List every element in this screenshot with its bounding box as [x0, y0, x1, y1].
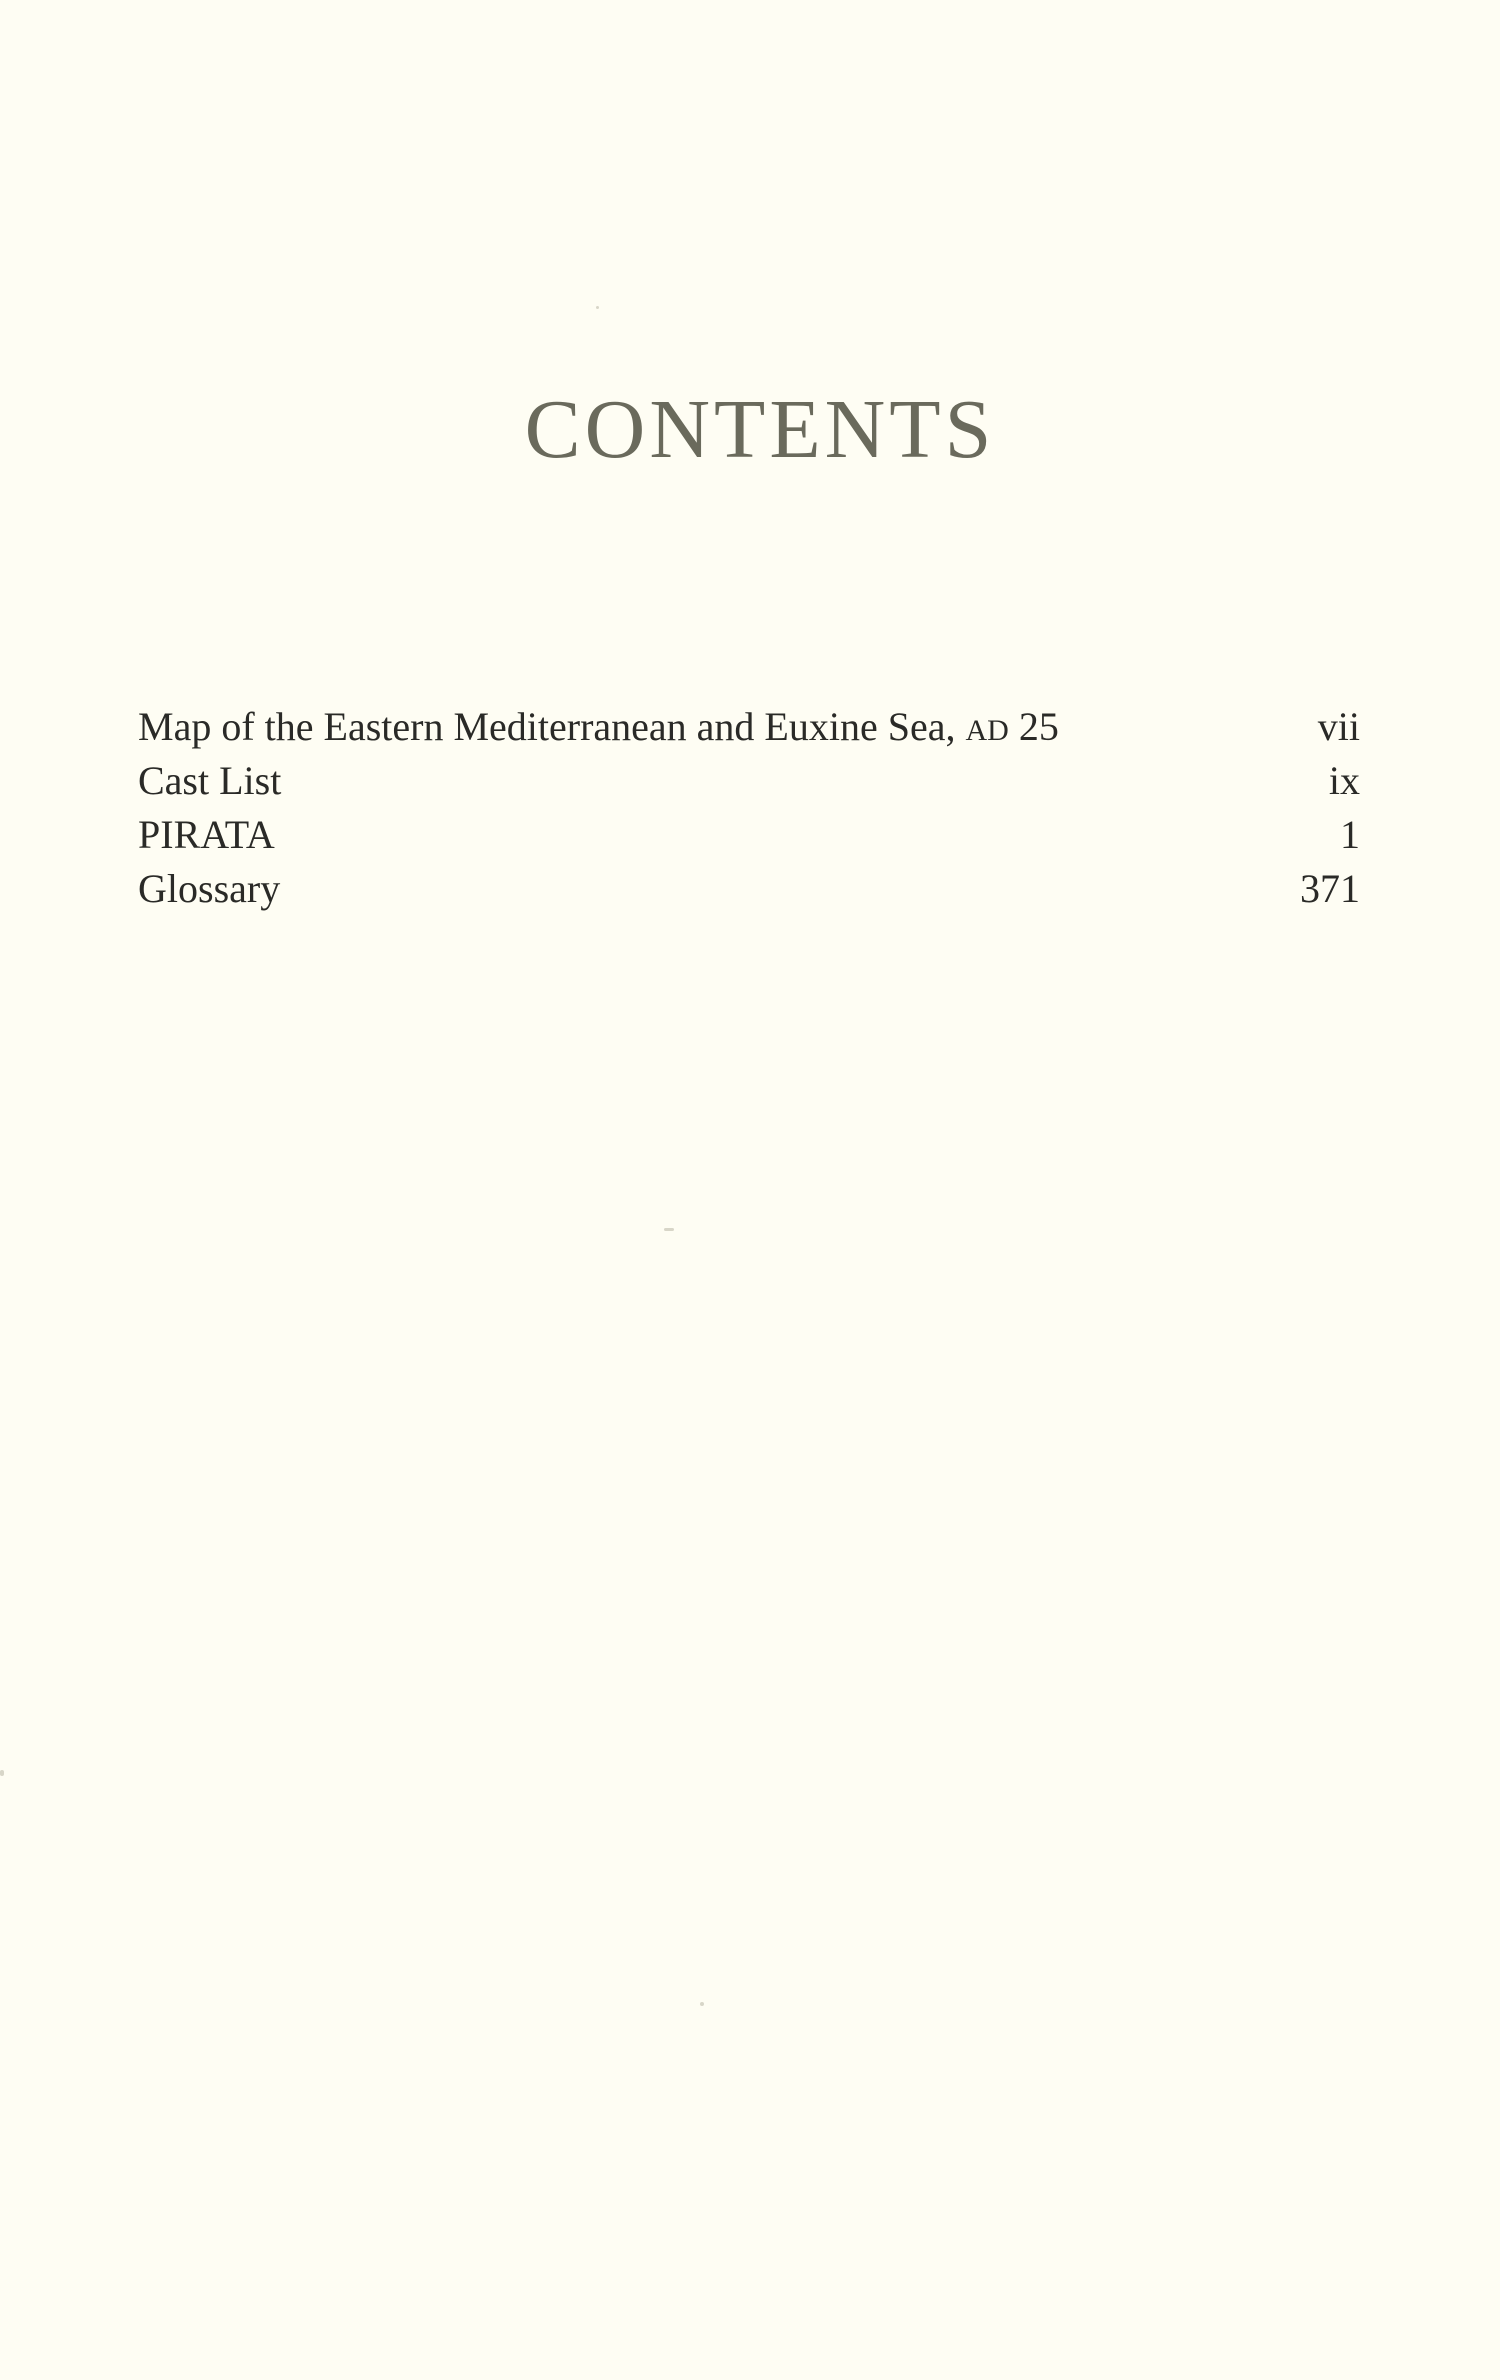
- toc-entry-page-number: 1: [1340, 812, 1360, 857]
- toc-entry-label: PIRATA: [138, 812, 275, 857]
- toc-entry-label-era: AD: [965, 714, 1009, 747]
- toc-entry-page-number: ix: [1328, 758, 1360, 803]
- toc-entry-label: [138, 700, 1059, 758]
- toc-entry-page-number: 371: [1300, 866, 1360, 911]
- paper-speck: [596, 306, 599, 309]
- toc-entry-pirata: [138, 808, 1360, 862]
- toc-entry-map: [138, 700, 1360, 754]
- toc-entry-label: Cast List: [138, 758, 282, 803]
- table-of-contents: [138, 700, 1360, 916]
- toc-entry-label-year: 25: [1008, 704, 1059, 749]
- toc-entry-label-text: Map of the Eastern Mediterranean and Euxine Sea,: [138, 704, 966, 749]
- paper-speck: [664, 1228, 674, 1231]
- toc-entry-glossary: [138, 862, 1360, 916]
- toc-entry-label: Glossary: [138, 866, 281, 911]
- toc-entry-cast-list: [138, 754, 1360, 808]
- paper-speck: [700, 2002, 704, 2006]
- paper-speck: [0, 1770, 4, 1776]
- page-title: CONTENTS: [524, 383, 996, 476]
- toc-entry-page-number: vii: [1317, 704, 1360, 749]
